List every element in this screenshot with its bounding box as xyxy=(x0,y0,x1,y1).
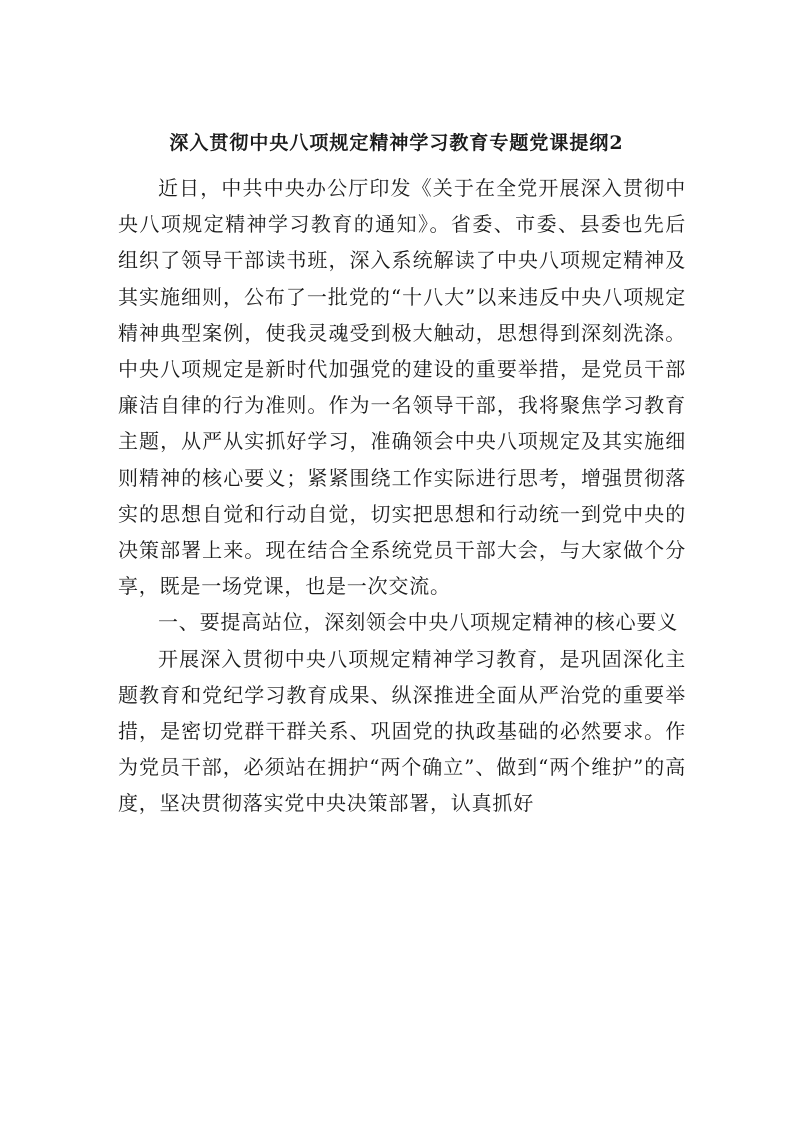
document-body xyxy=(118,170,686,822)
paragraph-section-1: 开展深入贯彻中央八项规定精神学习教育，是巩固深化主题教育和党纪学习教育成果、纵深推进全面从严治党的重要举措，是密切党群干群关系、巩固党的执政基础的必然要求。作为党员干部，必须站在拥护“两个确立”、做到“两个维护”的高度，坚决贯彻落实党中央决策部署，认真抓好 xyxy=(118,646,686,816)
section-heading-1: 一、要提高站位，深刻领会中央八项规定精神的核心要义 xyxy=(158,610,678,635)
paragraph-intro: 近日，中共中央办公厅印发《关于在全党开展深入贯彻中央八项规定精神学习教育的通知》。省委、市委、县委也先后组织了领导干部读书班，深入系统解读了中央八项规定精神及其实施细则，公布了一批党的“十八大”以来违反中央八项规定精神典型案例，使我灵魂受到极大触动，思想得到深刻洗涤。中央八项规定是新时代加强党的建设的重要举措，是党员干部廉洁自律的行为准则。作为一名领导干部，我将聚焦学习教育主题，从严从实抓好学习，准确领会中央八项规定及其实施细则精神的核心要义；紧紧围绕工作实际进行思考，增强贯彻落实的思想自觉和行动自觉，切实把思想和行动统一到党中央的决策部署上来。现在结合全系统党员干部大会，与大家做个分享，既是一场党课，也是一次交流。 xyxy=(118,176,686,599)
document-title: 深入贯彻中央八项规定精神学习教育专题党课提纲2 xyxy=(169,132,624,154)
